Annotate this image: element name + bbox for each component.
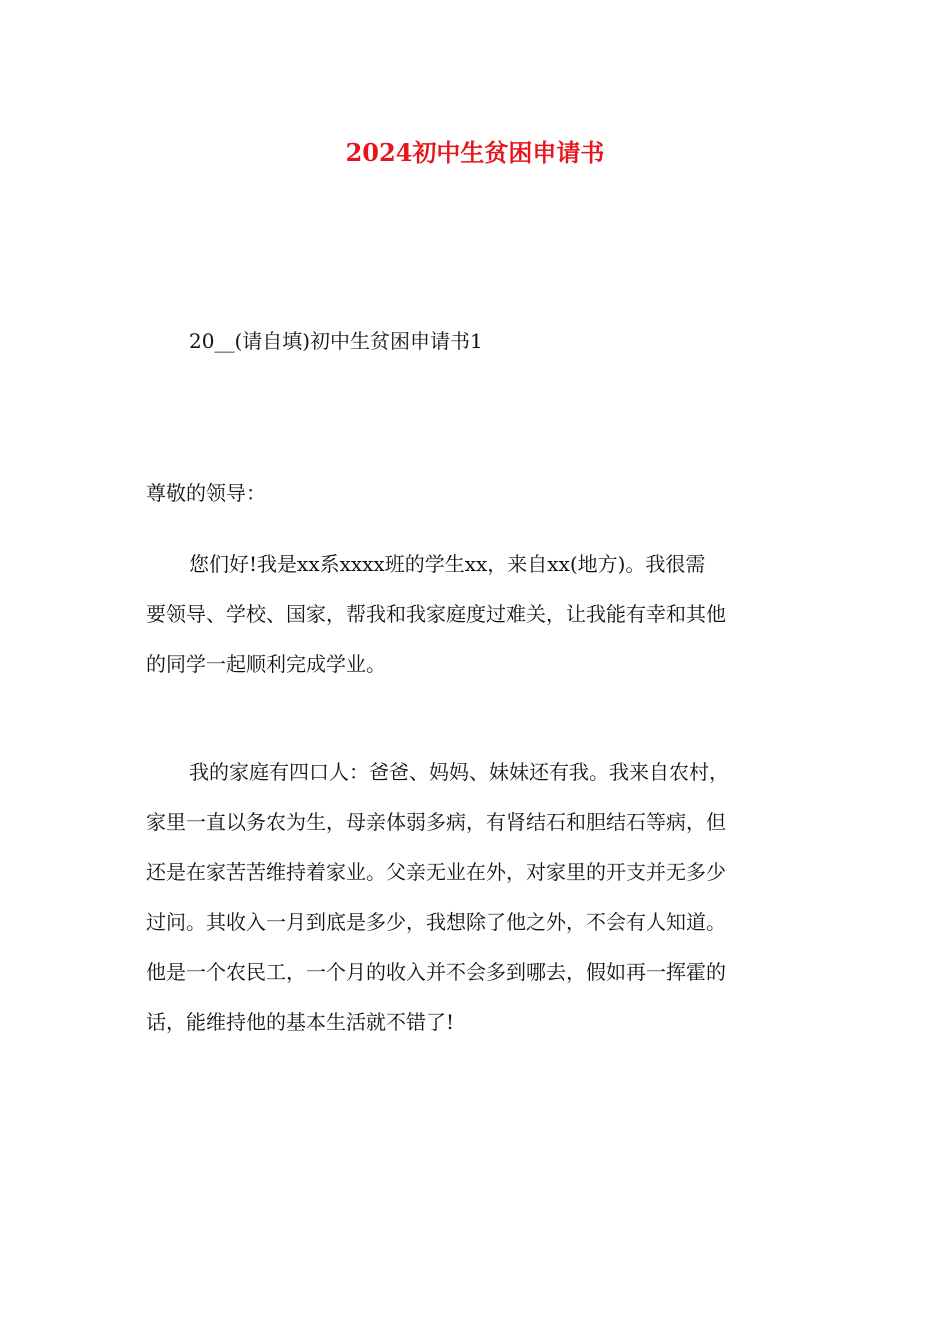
paragraph-line: 家里一直以务农为生，母亲体弱多病，有肾结石和胆结石等病，但: [146, 810, 726, 834]
paragraph-line: 话，能维持他的基本生活就不错了!: [146, 1010, 455, 1034]
paragraph-line: 的同学一起顺利完成学业。: [146, 652, 386, 676]
salutation: 尊敬的领导：: [146, 481, 266, 505]
paragraph-1: [146, 539, 816, 689]
paragraph-line: 您们好!我是xx系xxxx班的学生xx，来自xx(地方)。我很需: [189, 552, 706, 576]
paragraph-line: 还是在家苦苦维持着家业。父亲无业在外，对家里的开支并无多少: [146, 860, 726, 884]
paragraph-line: 要领导、学校、国家，帮我和我家庭度过难关，让我能有幸和其他: [146, 602, 726, 626]
paragraph-line: 我的家庭有四口人：爸爸、妈妈、妹妹还有我。我来自农村，: [189, 760, 729, 784]
paragraph-line: 过问。其收入一月到底是多少，我想除了他之外，不会有人知道。: [146, 910, 726, 934]
document-title: 2024初中生贫困申请书: [345, 138, 605, 167]
document-subtitle: 20__(请自填)初中生贫困申请书1: [189, 329, 483, 353]
paragraph-line: 他是一个农民工，一个月的收入并不会多到哪去，假如再一挥霍的: [146, 960, 726, 984]
paragraph-2: [146, 747, 816, 1047]
